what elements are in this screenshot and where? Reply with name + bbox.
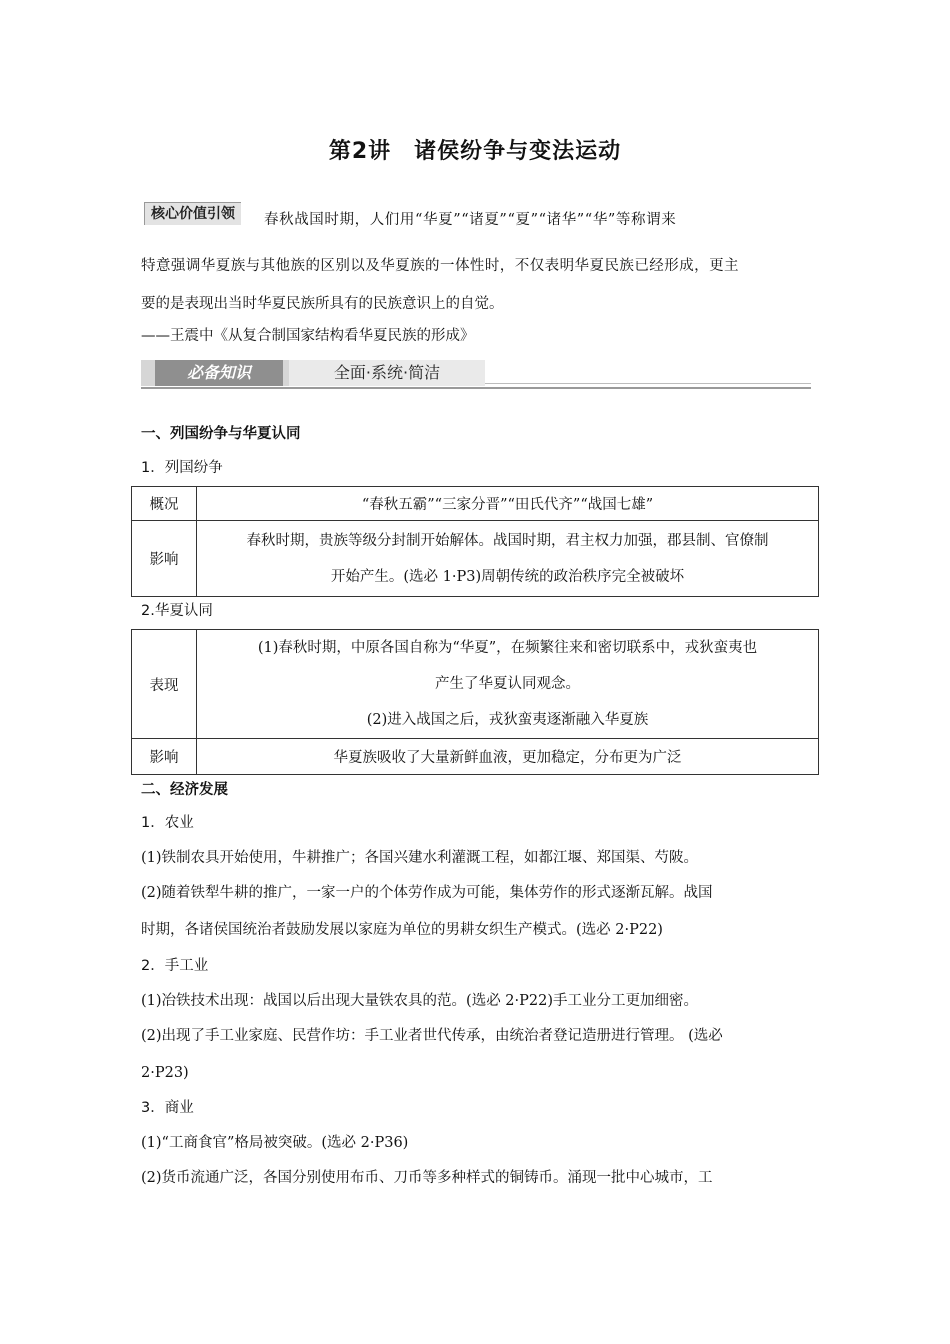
craft-item1: (1)冶铁技术出现：战国以后出现大量铁农具的范。(选必 2·P22)手工业分工更加细密。 (141, 993, 699, 1009)
core-text-line2: 特意强调华夏族与其他族的区别以及华夏族的一体性时，不仅表明华夏民族已经形成，更主 (141, 258, 739, 274)
section2-heading: 二、经济发展 (141, 782, 228, 798)
agri-title: 1．农业 (141, 815, 194, 831)
craft-item2-line2: 2·P23) (141, 1065, 189, 1081)
table1-label-overview: 概况 (132, 487, 197, 521)
banner-label-right: 全面·系统·简洁 (289, 360, 485, 386)
core-text-line1: 春秋战国时期，人们用“华夏”“诸夏”“夏”“诸华”“华”等称谓来 (264, 212, 677, 228)
core-value-badge: 核心价值引领 (144, 202, 241, 225)
banner-label-left: 必备知识 (155, 360, 283, 386)
craft-title: 2．手工业 (141, 958, 209, 974)
page-title: 第2讲 诸侯纷争与变法运动 (328, 139, 622, 164)
agri-item1: (1)铁制农具开始使用，牛耕推广；各国兴建水利灌溉工程，如都江堰、郑国渠、芍陂。 (141, 850, 699, 866)
table2-label-impact: 影响 (132, 739, 197, 775)
section1-heading: 一、列国纷争与华夏认同 (141, 426, 301, 442)
table2-expression-line3: (2)进入战国之后，戎狄蛮夷逐渐融入华夏族 (366, 712, 649, 728)
table2-impact: 华夏族吸收了大量新鲜血液，更加稳定，分布更为广泛 (197, 739, 819, 775)
section1-sub1: 1．列国纷争 (141, 460, 223, 476)
table1-impact-line2: 开始产生。(选必 1·P3)周朝传统的政治秩序完全被破坏 (330, 568, 685, 585)
table1-overview: “春秋五霸”“三家分晋”“田氏代齐”“战国七雄” (197, 487, 819, 521)
agri-item2-line1: (2)随着铁犁牛耕的推广，一家一户的个体劳作成为可能，集体劳作的形式逐渐瓦解。战国 (141, 885, 713, 901)
core-text-citation: ——王震中《从复合制国家结构看华夏民族的形成》 (141, 328, 475, 344)
table2-label-expression: 表现 (132, 630, 197, 739)
core-text-line3: 要的是表现出当时华夏民族所具有的民族意识上的自觉。 (141, 296, 504, 312)
table-lieguo (131, 486, 819, 597)
table2-expression-line2: 产生了华夏认同观念。 (435, 676, 580, 692)
table1-label-impact: 影响 (132, 521, 197, 597)
agri-item2-line2: 时期，各诸侯国统治者鼓励发展以家庭为单位的男耕女织生产模式。(选必 2·P22) (141, 922, 663, 938)
table1-impact-line1: 春秋时期，贵族等级分封制开始解体。战国时期，君主权力加强，郡县制、官僚制 (246, 532, 769, 549)
commerce-title: 3．商业 (141, 1100, 194, 1116)
commerce-item2: (2)货币流通广泛，各国分别使用布币、刀币等多种样式的铜铸币。涌现一批中心城市，工 (141, 1170, 713, 1186)
section1-sub2: 2.华夏认同 (141, 603, 213, 619)
table2-expression-line1: (1)春秋时期，中原各国自称为“华夏”，在频繁往来和密切联系中，戎狄蛮夷也 (257, 640, 758, 656)
section-banner (141, 357, 811, 391)
table-huaxia (131, 629, 819, 775)
craft-item2-line1: (2)出现了手工业家庭、民营作坊：手工业者世代传承，由统治者登记造册进行管理。 (选必 (141, 1028, 723, 1044)
commerce-item1: (1)“工商食官”格局被突破。(选必 2·P36) (141, 1135, 409, 1151)
